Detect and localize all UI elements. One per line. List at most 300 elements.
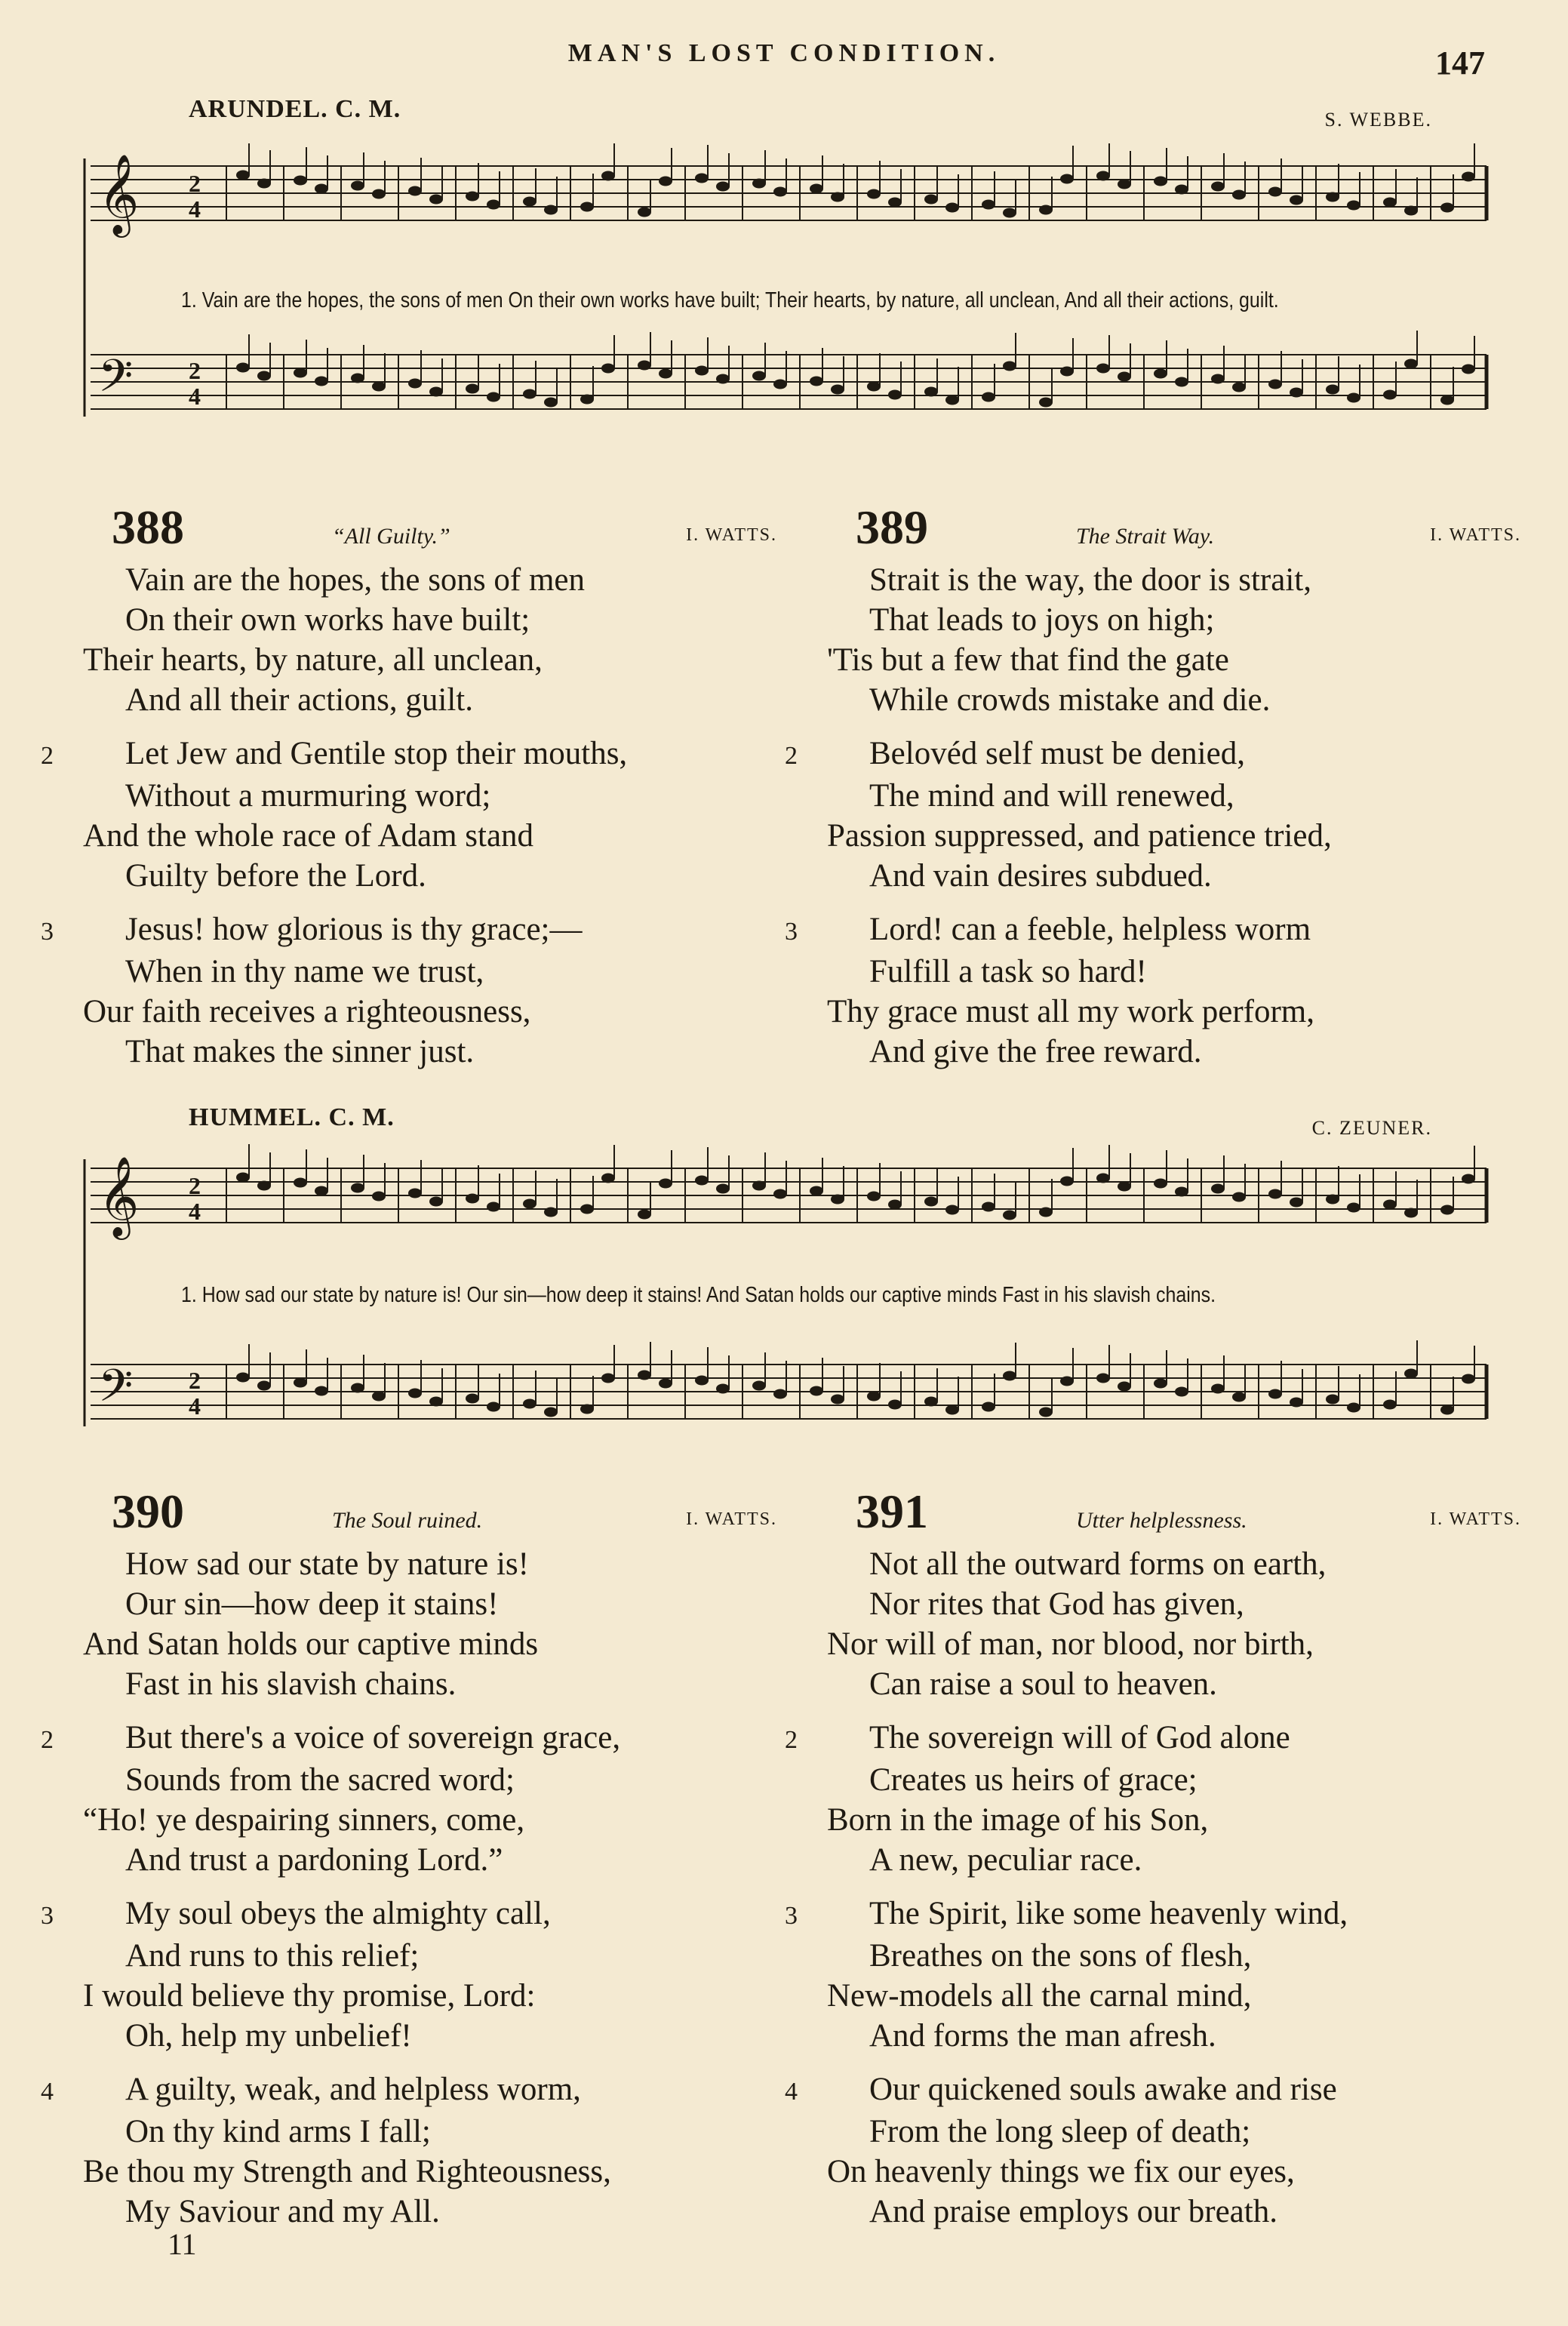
verse-line (83, 856, 777, 896)
note-head (867, 1192, 881, 1201)
stanza (83, 1544, 777, 1704)
note-head (1347, 201, 1360, 211)
note-stem (843, 1166, 844, 1199)
note-head (867, 189, 881, 199)
note-stem (1395, 362, 1397, 395)
note-stem (384, 161, 386, 194)
note-stem (1395, 169, 1397, 202)
note-head (315, 1386, 328, 1396)
note-stem (248, 143, 250, 175)
note-head (1404, 206, 1418, 216)
note-stem (1281, 158, 1282, 192)
note-head (982, 200, 995, 210)
note-head (1462, 365, 1475, 374)
verse-text: Nor will of man, nor blood, nor birth, (827, 1626, 1314, 1662)
note-stem (1223, 346, 1225, 379)
note-head (372, 382, 386, 392)
note-head (429, 195, 443, 205)
note-head (1060, 1177, 1074, 1186)
note-head (888, 390, 902, 400)
note-head (1268, 187, 1282, 197)
stanza-number: 2 (41, 1726, 54, 1754)
verse-line (83, 680, 777, 720)
note-stem (1187, 156, 1188, 189)
note-head (315, 377, 328, 386)
hymn-author: I. WATTS. (686, 525, 777, 545)
note-stem (441, 166, 443, 199)
note-stem (556, 369, 558, 402)
stanza-list (41, 560, 777, 1072)
note-head (1326, 1195, 1339, 1205)
verse-line (41, 909, 777, 952)
note-head (408, 1189, 422, 1198)
svg-text:4: 4 (189, 1198, 201, 1225)
verse-text: That makes the sinner just. (125, 1034, 475, 1069)
verse-line (83, 816, 777, 856)
verse-text: On their own works have built; (125, 602, 530, 638)
svg-text:2: 2 (189, 357, 201, 384)
note-stem (1072, 1348, 1074, 1381)
verse-text: Our sin—how deep it stains! (125, 1586, 499, 1622)
stanza-number: 4 (41, 2078, 54, 2106)
note-head (1404, 1369, 1418, 1379)
note-stem (535, 1371, 537, 1404)
note-head (1211, 374, 1225, 384)
note-head (1268, 1189, 1282, 1199)
note-head (659, 1179, 672, 1189)
note-stem (958, 367, 959, 400)
note-head (1211, 1384, 1225, 1394)
verse-text: Strait is the way, the door is strait, (869, 562, 1311, 598)
svg-text:𝄢: 𝄢 (98, 1359, 134, 1423)
verse-line (41, 1718, 777, 1760)
verse-text: Without a murmuring word; (125, 778, 491, 814)
note-stem (1281, 351, 1282, 384)
tune-composer: S. WEBBE. (1324, 109, 1432, 131)
note-head (257, 1381, 271, 1391)
note-head (1211, 1184, 1225, 1194)
note-stem (822, 1358, 823, 1391)
note-stem (843, 356, 844, 389)
stanza (785, 1894, 1521, 2056)
note-stem (671, 340, 672, 374)
verse-text: Creates us heirs of grace; (869, 1762, 1198, 1798)
verse-line (83, 640, 777, 680)
verse-line (83, 992, 777, 1032)
note-stem (786, 1361, 787, 1394)
note-stem (1302, 167, 1303, 200)
verse-line (827, 1760, 1521, 1800)
note-head (831, 1195, 844, 1205)
verse-text: Fulfill a task so hard! (869, 954, 1147, 989)
note-stem (671, 148, 672, 181)
note-head (544, 205, 558, 215)
note-head (1347, 393, 1360, 403)
stanza (785, 734, 1521, 896)
note-head (888, 1400, 902, 1410)
verse-text: On thy kind arms I fall; (125, 2114, 431, 2149)
svg-text:𝄞: 𝄞 (98, 1155, 140, 1236)
note-head (523, 1399, 537, 1409)
stanza-number: 3 (785, 918, 798, 946)
note-stem (1108, 1345, 1110, 1378)
note-stem (650, 332, 651, 365)
note-head (1290, 195, 1303, 205)
note-head (294, 1178, 307, 1188)
tune-title-arundel (189, 95, 401, 124)
note-stem (1474, 1346, 1475, 1379)
note-stem (613, 1345, 615, 1378)
note-head (945, 395, 959, 405)
note-head (408, 186, 422, 196)
verse-line (827, 1976, 1521, 2016)
note-head (429, 1197, 443, 1207)
note-head (982, 1202, 995, 1212)
note-head (1462, 172, 1475, 182)
stanza-number: 4 (785, 2078, 798, 2106)
note-stem (728, 1355, 730, 1389)
note-stem (707, 337, 709, 371)
note-head (638, 1210, 651, 1220)
note-head (1290, 388, 1303, 398)
note-stem (1051, 369, 1053, 402)
stanza-number: 2 (785, 1726, 798, 1754)
verse-text: And trust a pardoning Lord.” (125, 1842, 503, 1878)
note-head (1232, 383, 1246, 392)
note-head (716, 1184, 730, 1194)
stanza-list (785, 1544, 1521, 2232)
verse-text: Vain are the hopes, the sons of men (125, 562, 586, 598)
note-head (544, 1208, 558, 1217)
svg-text:𝄢: 𝄢 (98, 349, 134, 413)
note-head (945, 203, 959, 213)
note-head (601, 1374, 615, 1383)
verse-line (83, 1936, 777, 1976)
note-head (867, 382, 881, 392)
hymn-author: I. WATTS. (686, 1509, 777, 1529)
note-stem (1453, 1177, 1454, 1210)
note-stem (1474, 1146, 1475, 1179)
note-stem (1166, 148, 1167, 181)
note-head (1175, 377, 1188, 387)
note-stem (650, 179, 651, 212)
note-stem (1187, 349, 1188, 382)
note-head (1096, 171, 1110, 181)
note-stem (556, 177, 558, 210)
verse-line (83, 1544, 777, 1584)
svg-text:4: 4 (189, 195, 201, 223)
note-head (1003, 362, 1016, 371)
note-head (236, 1373, 250, 1383)
note-stem (478, 355, 479, 389)
stanza (41, 1718, 777, 1880)
note-head (1060, 1377, 1074, 1386)
note-stem (650, 1181, 651, 1214)
verse-text: And vain desires subdued. (869, 858, 1212, 894)
note-head (1404, 1208, 1418, 1218)
note-head (1290, 1398, 1303, 1408)
verse-text: On heavenly things we fix our eyes, (827, 2154, 1295, 2189)
note-stem (1015, 333, 1016, 366)
stanza (41, 734, 777, 896)
note-head (351, 181, 364, 191)
note-stem (1416, 177, 1418, 211)
verse-text: Sounds from the sacred word; (125, 1762, 515, 1798)
note-head (773, 1389, 787, 1399)
note-head (888, 198, 902, 208)
note-head (236, 363, 250, 373)
note-stem (1072, 146, 1074, 179)
note-stem (1072, 1148, 1074, 1181)
tune-composer: C. ZEUNER. (1311, 1117, 1432, 1139)
note-head (487, 392, 500, 402)
verse-line (83, 560, 777, 600)
note-head (236, 171, 250, 180)
note-head (752, 1381, 766, 1391)
verse-text: The mind and will renewed, (869, 778, 1234, 814)
note-stem (707, 1147, 709, 1180)
note-stem (441, 1368, 443, 1401)
verse-line (41, 2069, 777, 2112)
svg-text:2: 2 (189, 1367, 201, 1394)
note-head (773, 187, 787, 197)
stanza (785, 909, 1521, 1072)
verse-line (827, 1664, 1521, 1704)
verse-text: Lord! can a feeble, helpless worm (869, 912, 1311, 947)
note-head (236, 1173, 250, 1183)
note-stem (1130, 343, 1131, 377)
note-stem (306, 1349, 307, 1383)
verse-text: My soul obeys the almighty call, (125, 1896, 551, 1931)
verse-line (785, 1894, 1521, 1936)
tune-lyric-arundel: 1. Vain are the hopes, the sons of men On their own works have built; Their hearts, by nature, all unclean, And all their actions, guilt. (181, 288, 1279, 312)
note-head (1440, 395, 1454, 405)
note-head (831, 385, 844, 395)
note-head (1347, 1203, 1360, 1213)
note-head (716, 374, 730, 384)
note-stem (1187, 1158, 1188, 1192)
hymn-number: 391 (856, 1485, 928, 1538)
verse-text: Breathes on the sons of flesh, (869, 1938, 1252, 1974)
note-stem (764, 1352, 766, 1386)
stanza (827, 560, 1521, 720)
verse-text: The Spirit, like some heavenly wind, (869, 1896, 1348, 1931)
note-stem (728, 1155, 730, 1189)
note-head (810, 1186, 823, 1196)
stanza (41, 1894, 777, 2056)
note-head (752, 371, 766, 381)
note-head (659, 177, 672, 186)
stanza (785, 1718, 1521, 1880)
verse-text: But there's a voice of sovereign grace, (125, 1720, 621, 1755)
note-stem (671, 1150, 672, 1183)
verse-text: And runs to this relief; (125, 1938, 420, 1974)
note-stem (363, 152, 364, 186)
note-stem (1130, 1353, 1131, 1386)
note-stem (786, 158, 787, 192)
verse-line (83, 2152, 777, 2192)
tune-meter: C. M. (328, 1103, 395, 1131)
verse-line (827, 1544, 1521, 1584)
note-stem (441, 1168, 443, 1201)
note-stem (1108, 1145, 1110, 1178)
verse-line (827, 856, 1521, 896)
hymn-389 (785, 500, 1521, 1085)
svg-text:4: 4 (189, 1392, 201, 1420)
note-stem (363, 345, 364, 378)
note-head (1175, 185, 1188, 195)
verse-text: When in thy name we trust, (125, 954, 484, 989)
verse-text: Guilty before the Lord. (125, 858, 426, 894)
verse-text: Be thou my Strength and Righteousness, (83, 2154, 611, 2189)
note-head (924, 195, 938, 205)
hymn-number: 388 (112, 500, 184, 554)
note-stem (786, 1161, 787, 1194)
note-head (752, 179, 766, 189)
note-stem (879, 1163, 881, 1196)
verse-line (785, 2069, 1521, 2112)
running-title: MAN'S LOST CONDITION. (567, 39, 1001, 67)
note-stem (592, 174, 594, 207)
note-stem (1338, 1366, 1339, 1399)
note-head (888, 1200, 902, 1210)
svg-text:𝄞: 𝄞 (98, 153, 140, 234)
verse-line (83, 1840, 777, 1880)
note-head (294, 176, 307, 186)
note-head (1118, 180, 1131, 189)
verse-line (83, 1032, 777, 1072)
svg-text:2: 2 (189, 1172, 201, 1199)
note-head (372, 189, 386, 199)
verse-line (827, 2112, 1521, 2152)
note-stem (1108, 143, 1110, 176)
verse-text: Not all the outward forms on earth, (869, 1546, 1327, 1582)
note-head (659, 1379, 672, 1389)
note-head (1096, 1174, 1110, 1183)
verse-text: New-models all the carnal mind, (827, 1978, 1252, 2014)
stanza (41, 909, 777, 1072)
note-stem (1359, 365, 1360, 398)
page-number: 147 (1435, 45, 1485, 82)
note-stem (936, 1368, 938, 1401)
note-head (580, 1405, 594, 1414)
verse-text: Passion suppressed, and patience tried, (827, 818, 1332, 854)
note-stem (1244, 162, 1246, 195)
note-stem (900, 1171, 902, 1205)
verse-text: Nor rites that God has given, (869, 1586, 1244, 1622)
note-head (1232, 1192, 1246, 1202)
stanza-number: 2 (41, 742, 54, 770)
note-head (773, 380, 787, 389)
note-head (924, 387, 938, 397)
note-stem (1281, 1361, 1282, 1394)
note-head (1268, 1389, 1282, 1399)
note-head (1003, 208, 1016, 218)
verse-text: From the long sleep of death; (869, 2114, 1251, 2149)
note-head (1118, 372, 1131, 382)
note-stem (1108, 335, 1110, 368)
note-stem (879, 353, 881, 386)
note-stem (384, 1363, 386, 1396)
note-stem (499, 1174, 500, 1207)
note-head (659, 369, 672, 379)
note-head (1039, 205, 1053, 215)
note-head (1060, 174, 1074, 184)
hymn-390 (41, 1484, 777, 2245)
note-stem (420, 1160, 422, 1193)
note-head (867, 1392, 881, 1401)
note-head (408, 1389, 422, 1398)
verse-line (83, 1584, 777, 1624)
stanza (785, 2069, 1521, 2232)
note-stem (764, 1152, 766, 1186)
note-head (695, 1176, 709, 1186)
verse-text: And forms the man afresh. (869, 2018, 1216, 2054)
verse-line (785, 1718, 1521, 1760)
note-head (695, 174, 709, 183)
note-head (1154, 1379, 1167, 1389)
note-stem (1453, 1377, 1454, 1410)
stanza (41, 2069, 777, 2232)
verse-text: Can raise a soul to heaven. (869, 1666, 1217, 1702)
verse-line (83, 600, 777, 640)
verse-line (827, 1584, 1521, 1624)
note-stem (994, 171, 995, 205)
stanza-list (785, 560, 1521, 1072)
verse-text: And give the free reward. (869, 1034, 1202, 1069)
note-stem (650, 1342, 651, 1375)
note-stem (327, 1158, 328, 1191)
note-stem (499, 171, 500, 205)
note-head (1290, 1198, 1303, 1208)
note-head (716, 1384, 730, 1394)
note-stem (1416, 331, 1418, 364)
verse-line (785, 909, 1521, 952)
verse-line (827, 1624, 1521, 1664)
note-head (1232, 190, 1246, 200)
note-stem (822, 155, 823, 189)
note-head (580, 395, 594, 405)
note-stem (1395, 1371, 1397, 1405)
note-head (1211, 182, 1225, 192)
note-stem (269, 1352, 271, 1386)
stanza (83, 560, 777, 720)
verse-line (827, 640, 1521, 680)
verse-text: 'Tis but a few that find the gate (827, 642, 1229, 678)
note-head (638, 208, 651, 217)
verse-line (83, 1624, 777, 1664)
note-stem (499, 364, 500, 397)
note-head (487, 1202, 500, 1212)
verse-text: And the whole race of Adam stand (83, 818, 534, 854)
note-stem (1474, 143, 1475, 177)
tune-lyric-hummel: 1. How sad our state by nature is! Our sin—how deep it stains! And Satan holds our captive minds Fast in his slavish chains. (181, 1283, 1216, 1307)
note-head (1347, 1403, 1360, 1413)
note-head (638, 1371, 651, 1380)
verse-text: Our faith receives a righteousness, (83, 994, 531, 1029)
verse-text: Born in the image of his Son, (827, 1802, 1209, 1838)
verse-text: While crowds mistake and die. (869, 682, 1271, 718)
hymn-subtitle: The Strait Way. (1076, 524, 1215, 549)
note-head (1003, 1211, 1016, 1220)
note-stem (1166, 340, 1167, 374)
note-stem (613, 335, 615, 368)
hymn-author: I. WATTS. (1430, 525, 1521, 545)
hymn-author: I. WATTS. (1430, 1509, 1521, 1529)
hymn-388 (41, 500, 777, 1085)
note-stem (728, 346, 730, 379)
stanza-number: 3 (41, 918, 54, 946)
